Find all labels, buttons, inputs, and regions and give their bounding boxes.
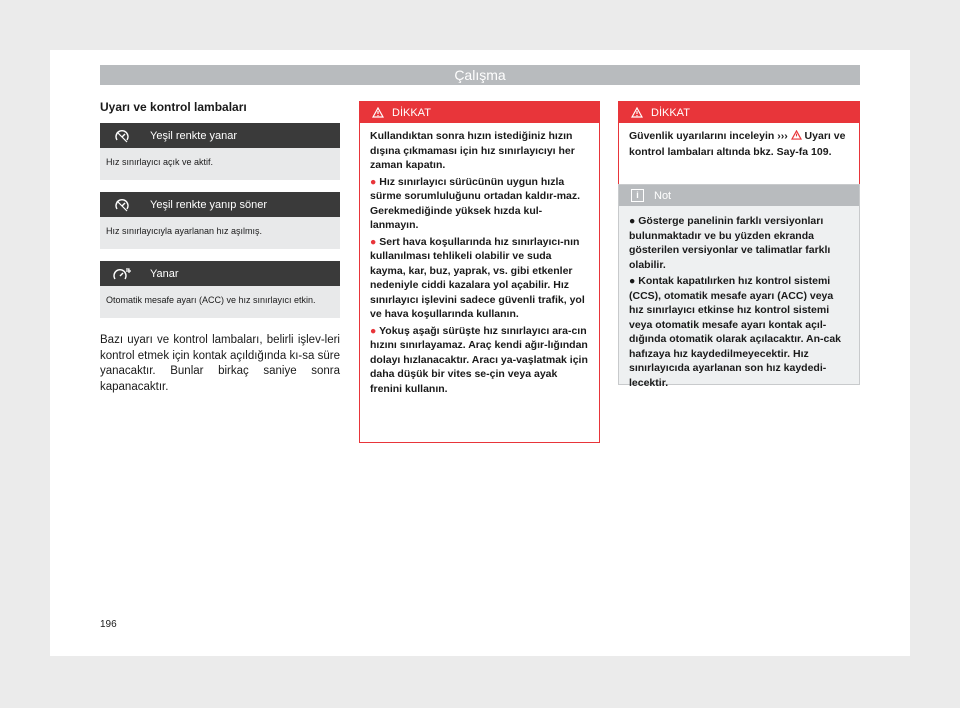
- warning-intro: Kullandıktan sonra hızın istediğiniz hızın dışına çıkmaması için hız sınırlayıcıyı her zaman kapatın.: [370, 130, 575, 171]
- warning-triangle-icon: [372, 107, 384, 118]
- indicator-lit: [100, 261, 340, 318]
- indicator-description: Hız sınırlayıcıyla ayarlanan hız aşılmış.: [100, 217, 340, 249]
- indicator-label: Yanar: [150, 267, 179, 280]
- indicator-green-on: [100, 123, 340, 180]
- indicator-green-blinking: [100, 192, 340, 249]
- manual-page: [50, 50, 910, 656]
- indicator-description: Otomatik mesafe ayarı (ACC) ve hız sınırlayıcı etkin.: [100, 286, 340, 318]
- warning-bullet: ● Yokuş aşağı sürüşte hız sınırlayıcı ara-cın hızını sınırlayamaz. Araç kendi ağır-lığından dolayı hızlanacaktır. Aracı ya-vaşlatmak için daha düşük bir vites se-çin veya ayak frenini kullanın.: [370, 324, 588, 395]
- indicator-label: Yeşil renkte yanıp söner: [150, 198, 267, 211]
- note-box: [618, 184, 860, 389]
- info-icon: i: [631, 189, 644, 202]
- warning-triangle-inline-icon: [791, 130, 802, 145]
- warning-bullet: ● Sert hava koşullarında hız sınırlayıcı-nın kullanılması tehlikeli olabilir ve suda kayma, kar, buz, yaprak, vs. gibi etkenler nedeniyle ciddi kazalara yol açabilir. Hız sınırlayıcı işlevini sadece güvenli trafik, yol ve hava koşullarında kullanın.: [370, 235, 585, 320]
- speedometer-limiter-icon: [100, 129, 144, 143]
- warning-text: Güvenlik uyarılarını inceleyin ››› Uyarı ve kontrol lambaları altında bkz. Say-fa 109.: [629, 130, 846, 158]
- page-number: 196: [100, 619, 117, 630]
- note-title: Not: [654, 189, 672, 202]
- indicator-label: Yeşil renkte yanar: [150, 129, 238, 142]
- left-column: [100, 100, 340, 395]
- warning-triangle-icon: [631, 107, 643, 118]
- warning-title: DİKKAT: [392, 106, 431, 119]
- speedometer-limiter-icon: [100, 198, 144, 212]
- warning-bullet: ● Hız sınırlayıcı sürücünün uygun hızla sürme sorumluluğunu ortadan kaldır-maz. Gerekmediğinde yüksek hızda kul-lanmayın.: [370, 175, 581, 231]
- note-bullet: ● Kontak kapatılırken hız kontrol sistemi (CCS), otomatik mesafe ayarı (ACC) veya hız sınırlayıcı etkinse hız kontrol sistemi veya otomatik mesafe ayarı kontak açıl-dığında otomatik olarak açılacaktır. An-cak hafızaya hız kaydedilmeyecektir. Hız sınırlayıcıda ayarlanan son hız kaydedi-lecektir.: [629, 275, 842, 389]
- indicator-description: Hız sınırlayıcı açık ve aktif.: [100, 148, 340, 180]
- acc-speedometer-icon: [100, 267, 144, 281]
- chapter-header: Çalışma: [100, 65, 860, 85]
- warning-title: DİKKAT: [651, 106, 690, 119]
- note-bullet: ● Gösterge panelinin farklı versiyonları bulunmaktadır ve bu yüzden ekranda gösterilen versiyonlar ve talimatlar farklı olabilir.: [629, 215, 831, 271]
- body-paragraph: Bazı uyarı ve kontrol lambaları, belirli işlev-leri kontrol etmek için kontak açıldığında kı-sa süre yanacaktır. Bunlar birkaç saniye sonra kapanacaktır.: [100, 334, 340, 393]
- section-title: Uyarı ve kontrol lambaları: [100, 100, 247, 114]
- warning-box-speed-limiter: [359, 101, 600, 443]
